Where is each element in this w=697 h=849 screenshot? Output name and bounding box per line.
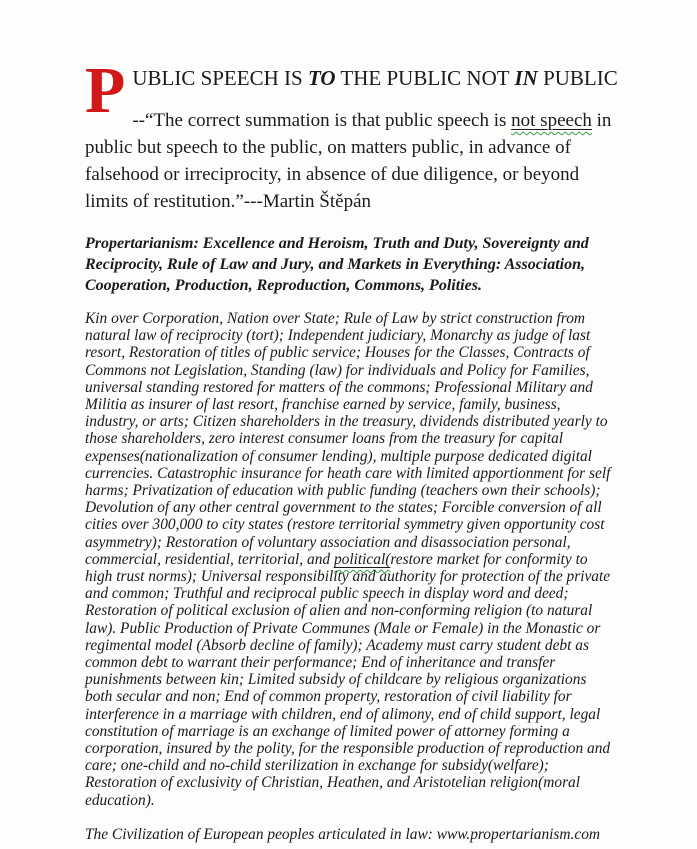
quote-text: in public but speech to the public, on matters public, in advance of falsehood or irreciprocity, in absence of due diligence, or beyond limits of restitution.”---Martin Štěpán xyxy=(85,110,612,212)
title-segment: THE PUBLIC NOT xyxy=(335,66,515,90)
footer-text: The Civilization of European peoples articulated in law: xyxy=(85,825,437,843)
dropcap-letter: P xyxy=(85,54,126,127)
grammar-squiggle-phrase xyxy=(511,110,592,131)
body-text: restore market for conformity to high trust norms); Universal responsibility and authority for protection of the private and common; Truthful and reciprocal public speech in display word and deed; Restoration of political exclusion of alien and non-conforming religion (to natural law). Public Production of Private Communes (Male or Female) in the Monastic or regimental model (Absorb decline of family); Academy must carry student debt as common debt to warrant their performance; End of inheritance and transfer punishments between kin; Limited subsidy of childcare by religious organizations both secular and non; End of common property, restoration of civil liability for interference in a marriage with children, end of alimony, end of child support, legal constitution of marriage is an exchange of limited power of attorney forming a corporation, insured by the polity, for the responsible production of reproduction and care; one-child and no-child sterilization in exchange for subsidy(welfare); Restoration of exclusivity of Christian, Heathen, and Aristotelian religion(moral education). xyxy=(85,550,611,809)
page-title xyxy=(85,62,618,94)
title-segment: PUBLIC xyxy=(537,66,618,90)
title-block xyxy=(85,54,618,215)
body-paragraph xyxy=(85,310,612,809)
underlined-phrase: not speech xyxy=(511,110,592,131)
body-text: Kin over Corporation, Nation over State; Rule of Law by strict construction from natural law of reciprocity (tort); Independent judiciary, Monarchy as judge of last resort, Restoration of titles of public service; Houses for the Classes, Contracts of Commons not Legislation, Standing (law) for individuals and Policy for Families, universal standing restored for matters of the commons; Professional Military and Militia as insurer of last resort, franchise earned by service, family, business, industry, or arts; Citizen shareholders in the treasury, dividends distributed yearly to those shareholders, zero interest consumer loans from the treasury for capital expenses(nationalization of consumer lending), multiple purpose dedicated digital currencies. Catastrophic insurance for heath care with limited apportionment for self harms; Privatization of education with public funding (teachers own their schools); Devolution of any other central government to the states; Forcible conversion of all cities over 300,000 to city states (restore territorial symmetry given opportunity cost asymmetry); Restoration of voluntary association and disassociation personal, commercial, residential, territorial, and xyxy=(85,310,611,568)
website-url: www.propertarianism.com xyxy=(436,825,601,843)
footer-paragraph xyxy=(85,826,612,843)
title-emphasis-in: IN xyxy=(514,66,538,90)
quote-text: --“The correct summation is that public speech is xyxy=(132,110,512,131)
title-segment: UBLIC SPEECH IS xyxy=(132,66,308,90)
creed-paragraph: Propertarianism: Excellence and Heroism, Truth and Duty, Sovereignty and Reciprocity, Rule of Law and Jury, and Markets in Everything: Association, Cooperation, Production, Reproduction, Commons, Polities. xyxy=(85,235,589,294)
grammar-squiggle-word xyxy=(334,551,390,568)
title-emphasis-to: TO xyxy=(307,66,336,90)
quote-paragraph xyxy=(85,107,612,215)
underlined-word: political( xyxy=(333,550,391,568)
